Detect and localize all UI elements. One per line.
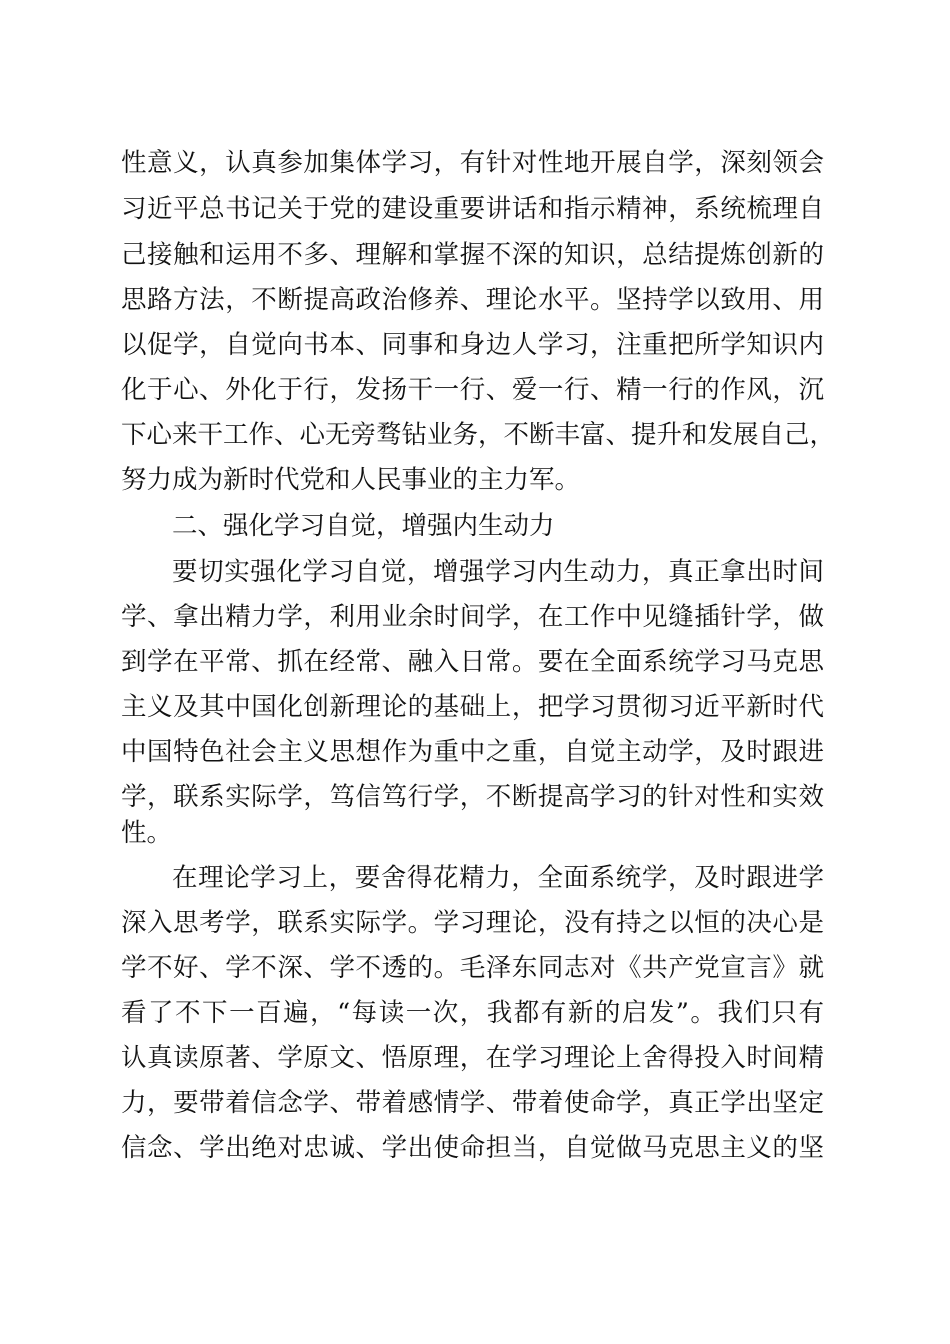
paragraph-1-line-8: 努力成为新时代党和人民事业的主力军。: [121, 465, 581, 495]
paragraph-1-line-7: 下心来干工作、心无旁骛钻业务，不断丰富、提升和发展自己，: [121, 420, 836, 450]
paragraph-2-line-7: 性。: [121, 818, 173, 848]
paragraph-2-line-6: 学，联系实际学，笃信笃行学，不断提高学习的针对性和实效: [121, 782, 824, 812]
paragraph-1-line-4: 思路方法，不断提高政治修养、理论水平。坚持学以致用、用: [121, 285, 824, 315]
paragraph-2-line-2: 学、拿出精力学，利用业余时间学，在工作中见缝插针学，做: [121, 602, 824, 632]
paragraph-3-line-6: 力，要带着信念学、带着感情学、带着使命学，真正学出坚定: [121, 1088, 824, 1118]
paragraph-3-line-3: 学不好、学不深、学不透的。毛泽东同志对《共产党宣言》就: [121, 953, 824, 983]
paragraph-1-line-6: 化于心、外化于行，发扬干一行、爱一行、精一行的作风，沉: [121, 375, 824, 405]
paragraph-2-line-1: 要切实强化学习自觉，增强学习内生动力，真正拿出时间: [172, 557, 824, 587]
paragraph-2-line-4: 主义及其中国化创新理论的基础上，把学习贯彻习近平新时代: [121, 692, 824, 722]
paragraph-1-line-3: 己接触和运用不多、理解和掌握不深的知识，总结提炼创新的: [121, 240, 824, 270]
paragraph-3-line-7: 信念、学出绝对忠诚、学出使命担当，自觉做马克思主义的坚: [121, 1133, 824, 1163]
paragraph-2-line-3: 到学在平常、抓在经常、融入日常。要在全面系统学习马克思: [121, 647, 824, 677]
paragraph-1-line-5: 以促学，自觉向书本、同事和身边人学习，注重把所学知识内: [121, 330, 824, 360]
paragraph-3-line-5: 认真读原著、学原文、悟原理，在学习理论上舍得投入时间精: [121, 1043, 824, 1073]
paragraph-3-line-4: 看了不下一百遍，“每读一次，我都有新的启发”。我们只有: [121, 998, 824, 1028]
paragraph-3-line-1: 在理论学习上，要舍得花精力，全面系统学，及时跟进学: [172, 863, 824, 893]
paragraph-3-line-2: 深入思考学，联系实际学。学习理论，没有持之以恒的决心是: [121, 908, 824, 938]
paragraph-2-line-5: 中国特色社会主义思想作为重中之重，自觉主动学，及时跟进: [121, 737, 824, 767]
section-heading: 二、强化学习自觉，增强内生动力: [172, 511, 555, 541]
paragraph-1-line-2: 习近平总书记关于党的建设重要讲话和指示精神，系统梳理自: [121, 194, 824, 224]
paragraph-1-line-1: 性意义，认真参加集体学习，有针对性地开展自学，深刻领会: [121, 148, 824, 178]
